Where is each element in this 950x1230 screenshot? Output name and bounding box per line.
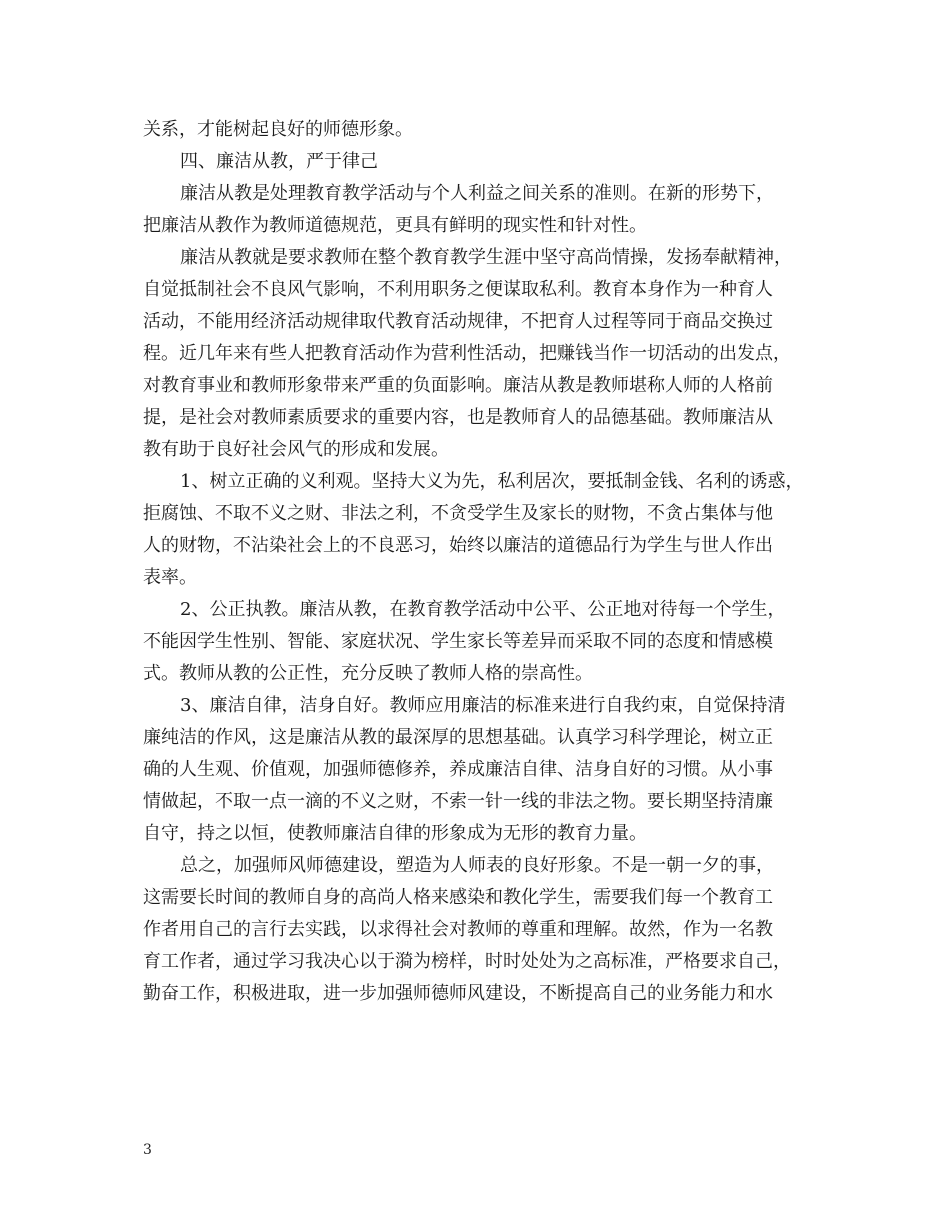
text-line: 活动，不能用经济活动规律取代教育活动规律，不把育人过程等同于商品交换过 [143, 311, 773, 332]
text-line: 自守，持之以恒，使教师廉洁自律的形象成为无形的教育力量。 [143, 823, 647, 844]
text-line: 确的人生观、价值观，加强师德修养，养成廉洁自律、洁身自好的习惯。从小事 [143, 759, 773, 780]
text-line: 1、树立正确的义利观。坚持大义为先，私利居次，要抵制金钱、名利的诱惑， [180, 471, 804, 492]
text-line: 四、廉洁从教，严于律己 [180, 151, 378, 172]
text-line: 提，是社会对教师素质要求的重要内容，也是教师育人的品德基础。教师廉洁从 [143, 407, 773, 428]
text-line: 教有助于良好社会风气的形成和发展。 [143, 439, 449, 460]
text-line: 作者用自己的言行去实践，以求得社会对教师的尊重和理解。故然，作为一名教 [143, 919, 773, 940]
text-line: 2、公正执教。廉洁从教，在教育教学活动中公平、公正地对待每一个学生， [180, 599, 786, 620]
text-line: 廉纯洁的作风，这是廉洁从教的最深厚的思想基础。认真学习科学理论，树立正 [143, 727, 773, 748]
text-line: 廉洁从教是处理教育教学活动与个人利益之间关系的准则。在新的形势下， [180, 183, 774, 204]
text-line: 对教育事业和教师形象带来严重的负面影响。廉洁从教是教师堪称人师的人格前 [143, 375, 773, 396]
text-line: 这需要长时间的教师自身的高尚人格来感染和教化学生，需要我们每一个教育工 [143, 887, 773, 908]
text-line: 总之，加强师风师德建设，塑造为人师表的良好形象。不是一朝一夕的事， [180, 855, 774, 876]
text-line: 关系，才能树起良好的师德形象。 [143, 119, 413, 140]
text-line: 程。近几年来有些人把教育活动作为营利性活动，把赚钱当作一切活动的出发点， [143, 343, 791, 364]
page-number: 3 [143, 1142, 152, 1158]
text-line: 拒腐蚀、不取不义之财、非法之利，不贪受学生及家长的财物，不贪占集体与他 [143, 503, 773, 524]
text-line: 表率。 [143, 567, 197, 588]
text-line: 育工作者，通过学习我决心以于漪为榜样，时时处处为之高标准，严格要求自己， [143, 951, 791, 972]
text-line: 人的财物，不沾染社会上的不良恶习，始终以廉洁的道德品行为学生与世人作出 [143, 535, 773, 556]
text-line: 勤奋工作，积极进取，进一步加强师德师风建设，不断提高自己的业务能力和水 [143, 983, 773, 1004]
text-line: 不能因学生性别、智能、家庭状况、学生家长等差异而采取不同的态度和情感模 [143, 631, 773, 652]
text-line: 自觉抵制社会不良风气影响，不利用职务之便谋取私利。教育本身作为一种育人 [143, 279, 773, 300]
text-line: 情做起，不取一点一滴的不义之财，不索一针一线的非法之物。要长期坚持清廉 [143, 791, 773, 812]
text-line: 3、廉洁自律，洁身自好。教师应用廉洁的标准来进行自我约束，自觉保持清 [180, 695, 786, 716]
text-line: 式。教师从教的公正性，充分反映了教师人格的崇高性。 [143, 663, 593, 684]
text-line: 把廉洁从教作为教师道德规范，更具有鲜明的现实性和针对性。 [143, 215, 647, 236]
text-line: 廉洁从教就是要求教师在整个教育教学生涯中坚守高尚情操，发扬奉献精神， [180, 247, 792, 268]
document-body [143, 114, 809, 1010]
